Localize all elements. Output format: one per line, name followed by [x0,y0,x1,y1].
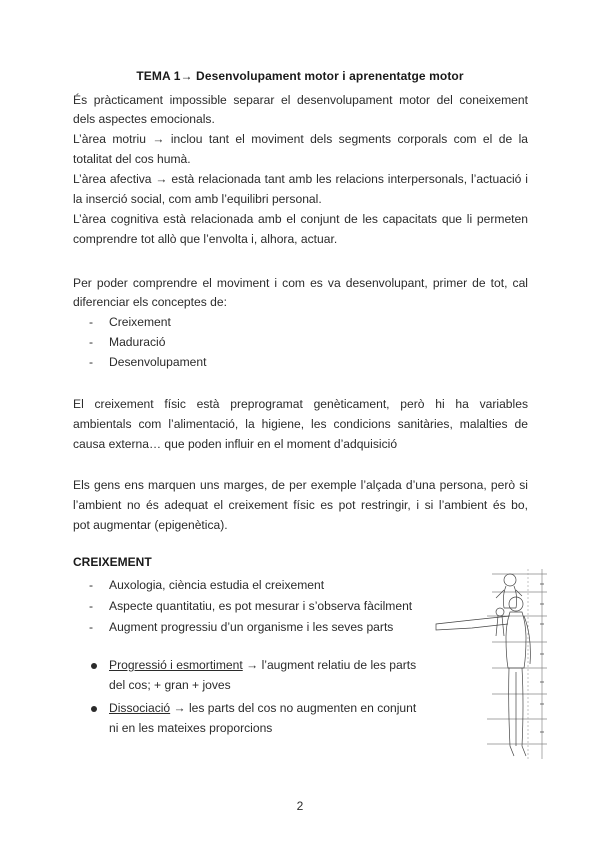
text-line: la inserció social, com amb l’equilibri personal. [73,192,322,206]
dash-marker: - [89,620,94,634]
text-line: dels aspectes emocionals. [73,112,215,126]
bullet-text: → l’augment relatiu de les parts [242,658,417,672]
bullet-icon [91,663,97,669]
dash-marker: - [89,599,94,613]
text-line: diferenciar els conceptes de: [73,295,227,309]
bullet-item [109,656,429,675]
bullet-text-continued: ni en les mateixes proporcions [109,721,273,735]
page-number: 2 [296,799,304,813]
text-line: L’àrea cognitiva està relacionada amb el conjunt de les capacitats que li permeten [73,212,528,226]
dash-marker: - [89,578,94,592]
list-item-text: Desenvolupament [109,355,207,369]
text-line: l’ambient no és adequat el creixement físic es pot restringir, i si l’ambient és bo, [73,498,528,512]
text-line: pot augmentar (epigenètica). [73,518,228,532]
bullet-text-continued: del cos; + gran + joves [109,678,231,692]
dash-marker: - [89,335,94,349]
list-item-text: Creixement [109,315,171,329]
text-line: ambientals com l’alimentació, la higiene, les condicions sanitàries, malalties de [73,417,528,431]
text-line: És pràcticament impossible separar el desenvolupament motor del coneixement [73,93,528,107]
bullet-term: Dissociació [109,701,171,715]
text-line: L’àrea afectiva → està relacionada tant amb les relacions interpersonals, l’actuació i [73,172,528,186]
text-line: L’àrea motriu → inclou tant el moviment dels segments corporals com el de la [73,132,528,146]
page-title: TEMA 1→ Desenvolupament motor i aprenentatge motor [136,69,464,83]
dash-marker: - [89,315,94,329]
section-heading: CREIXEMENT [73,555,152,569]
text-line: comprendre tot allò que l’envolta i, alhora, actuar. [73,232,338,246]
list-item-text: Auxologia, ciència estudia el creixement [109,578,325,592]
list-item-text: Maduració [109,335,166,349]
text-line: causa externa… que poden influir en el moment d’adquisició [73,437,398,451]
bullet-icon [91,706,97,712]
list-item-text: Aspecte quantitatiu, es pot mesurar i s’observa fàcilment [109,599,413,613]
text-line: Per poder comprendre el moviment i com es va desenvolupant, primer de tot, cal [73,276,528,290]
bullet-item [109,699,429,718]
body-proportions-illustration [432,564,549,764]
list-item-text: Augment progressiu d’un organisme i les seves parts [109,620,394,634]
text-line: Els gens ens marquen uns marges, de per exemple l’alçada d’una persona, però si [73,478,528,492]
text-line: totalitat del cos humà. [73,152,191,166]
text-line: El creixement físic està preprogramat genèticament, però hi ha variables [73,397,528,411]
bullet-text: → les parts del cos no augmenten en conjunt [170,701,417,715]
dash-marker: - [89,355,94,369]
bullet-term: Progressió i esmortiment [109,658,243,672]
